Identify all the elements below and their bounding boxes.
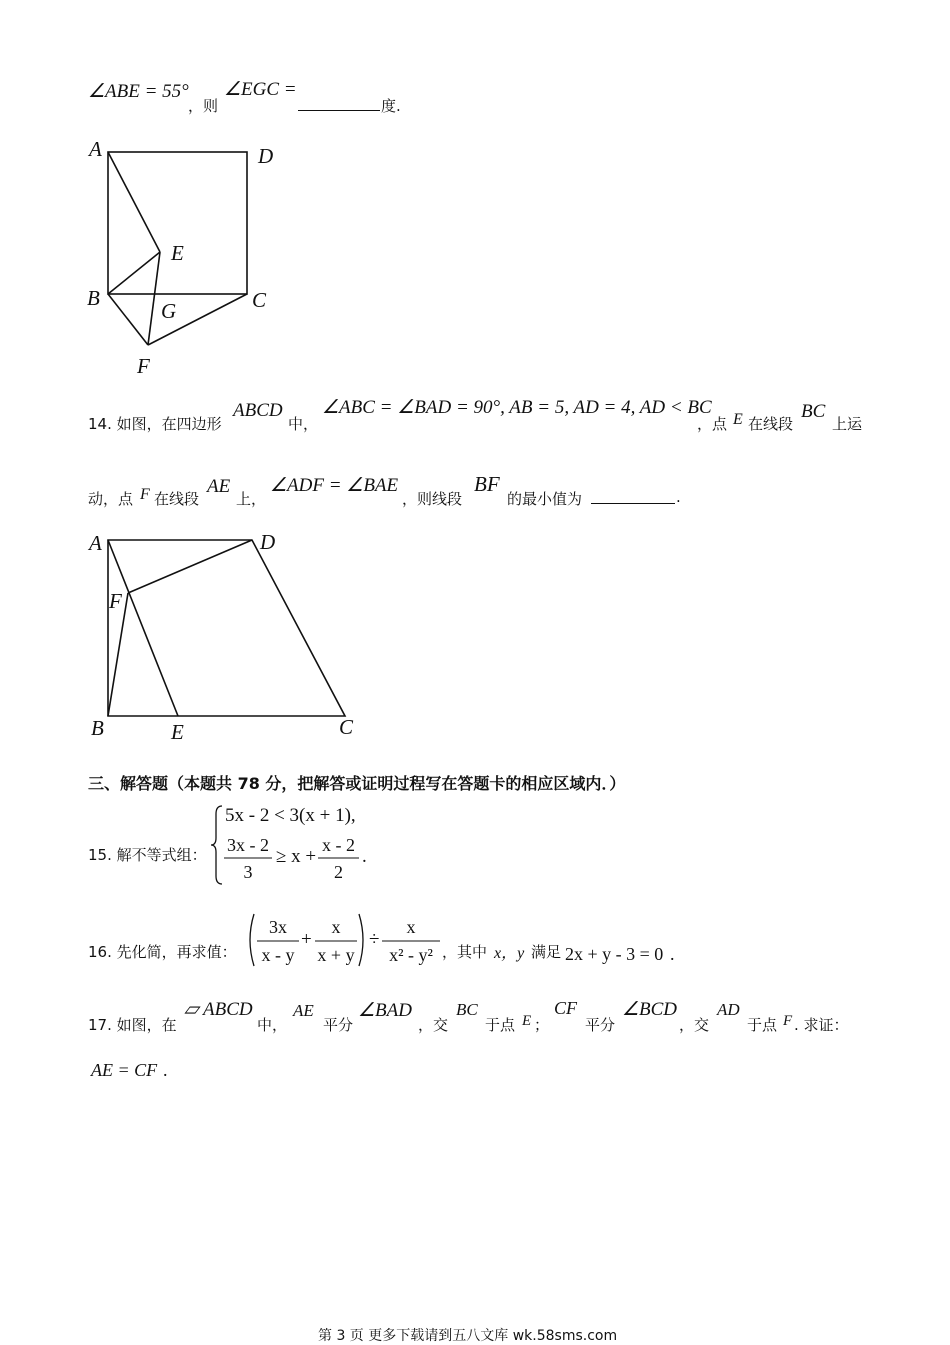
q17-t1: 中，: [257, 1016, 288, 1034]
q16-frac1-den: x - y: [261, 945, 295, 965]
fig13-label-e: E: [171, 241, 184, 265]
q14-line2-a: 动，点: [88, 490, 134, 508]
q14-p2: 在线段: [748, 415, 794, 433]
q17-bcd: ∠BCD: [622, 999, 678, 1020]
q14-mid: 中，: [288, 415, 319, 433]
q16-frac2-den: x + y: [317, 945, 355, 965]
q14-seg-bc: BC: [801, 401, 826, 422]
fig13-label-g: G: [161, 299, 177, 323]
fig13-label-f: F: [137, 354, 150, 378]
fig13-label-a: A: [89, 137, 102, 161]
fig14-label-d: D: [260, 530, 276, 554]
page-footer: 第 3 页 更多下载请到五八文库 wk.58sms.com: [318, 1328, 618, 1344]
fig13-label-b: B: [87, 286, 100, 310]
q16-frac1-num: 3x: [269, 917, 287, 937]
q14-point-e: E: [733, 411, 743, 428]
q14-number: 14. 如图，在四边形: [88, 415, 222, 433]
q15-frac1-num: 3x - 2: [227, 835, 269, 855]
q17-f: F: [783, 1013, 793, 1029]
fig13-label-d: D: [258, 144, 274, 168]
q17-t3: ，交: [418, 1016, 449, 1034]
q14-end: .: [676, 488, 681, 506]
q17-cf: CF: [554, 998, 578, 1018]
q13-sep: ，则: [188, 97, 219, 115]
fig14-label-e: E: [171, 720, 184, 744]
q17-t5: ；: [534, 1016, 550, 1034]
fig14-label-b: B: [91, 716, 104, 740]
q14-point-f: F: [140, 486, 150, 503]
q16-frac3-den: x² - y²: [389, 945, 433, 965]
q17-end: .: [163, 1060, 168, 1080]
q14-condition2: ∠ADF = ∠BAE: [270, 475, 399, 496]
q14-p1: ，点: [697, 415, 728, 433]
q16-div: ÷: [369, 929, 380, 950]
q13-suffix: 度.: [381, 97, 401, 115]
q14-line2-c: 上，: [236, 490, 267, 508]
q15-ge: ≥ x +: [276, 846, 317, 867]
q16-number: 16. 先化简，再求值：: [88, 943, 237, 961]
q16-plus: +: [301, 929, 312, 950]
q17-t4: 于点: [485, 1016, 516, 1034]
section-3-heading: 三、解答题（本题共 78 分，把解答或证明过程写在答题卡的相应区域内．）: [88, 774, 626, 793]
q13-target: ∠EGC =: [224, 79, 297, 100]
q17-number: 17. 如图，在: [88, 1016, 177, 1034]
q17-bad: ∠BAD: [358, 1000, 412, 1021]
q14-quad: ABCD: [233, 400, 283, 421]
q16-vars: x，y: [494, 945, 525, 962]
q15-number: 15. 解不等式组：: [88, 846, 207, 864]
q17-t9: . 求证：: [794, 1016, 849, 1034]
q16-equation: 2x + y - 3 = 0: [565, 944, 664, 964]
q15-inequality-1: 5x - 2 < 3(x + 1),: [225, 805, 356, 826]
fig13-label-c: C: [252, 288, 267, 312]
q14-line2-e: 的最小值为: [507, 490, 583, 508]
fig14-label-f: F: [109, 589, 122, 613]
fig14-label-a: A: [89, 531, 102, 555]
q15-frac1-den: 3: [243, 862, 253, 882]
q16-frac3-num: x: [406, 917, 416, 937]
q17-e: E: [522, 1013, 532, 1029]
q14-condition: ∠ABC = ∠BAD = 90°, AB = 5, AD = 4, AD < BC: [322, 397, 712, 418]
q14-p3: 上运: [832, 415, 863, 433]
fig14-label-c: C: [339, 715, 354, 739]
q17-ad: AD: [717, 1000, 740, 1019]
q16-mid: ，其中: [442, 943, 488, 961]
q17-t8: 于点: [747, 1016, 778, 1034]
q17-ae: AE: [293, 1001, 314, 1020]
q15-frac2-num: x - 2: [322, 835, 355, 855]
q17-t7: ，交: [679, 1016, 710, 1034]
q17-parallelogram: ▱ ABCD: [184, 999, 253, 1020]
q17-bc: BC: [456, 1000, 478, 1019]
q17-conclusion: AE = CF: [91, 1060, 158, 1080]
q17-t6: 平分: [585, 1016, 616, 1034]
q15-frac2-den: 2: [334, 862, 343, 882]
q16-end: .: [670, 944, 675, 964]
q13-angle-expr: ∠ABE = 55°: [88, 81, 189, 102]
q17-t2: 平分: [323, 1016, 354, 1034]
q15-end: .: [362, 846, 367, 867]
q16-sat: 满足: [531, 943, 562, 961]
q14-line2-b: 在线段: [154, 490, 200, 508]
q16-frac2-num: x: [331, 917, 341, 937]
q14-seg-bf: BF: [474, 472, 500, 496]
q14-seg-ae: AE: [207, 476, 231, 497]
q14-line2-d: ，则线段: [402, 490, 463, 508]
